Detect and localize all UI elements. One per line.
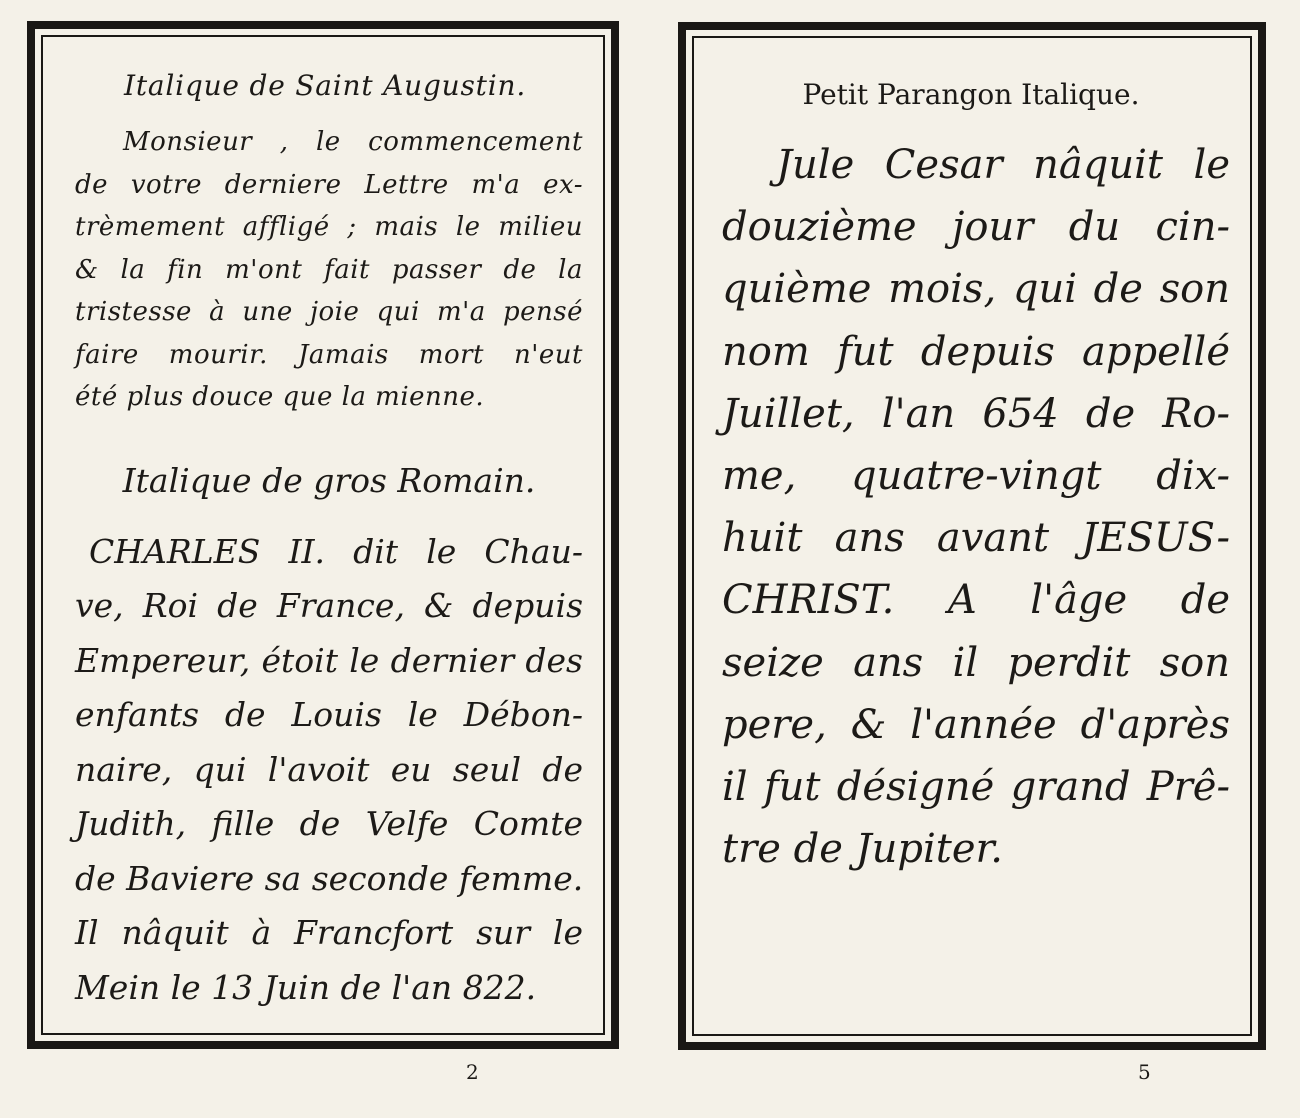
text-line: tristesse à une joie qui m'a pensé [75,297,583,327]
text-line: Monsieur , le commencement [123,127,583,157]
text-line: été plus douce que la mienne. [75,382,485,412]
text-line: Jule Cesar nâquit le [776,142,1230,188]
text-line: douzième jour du cin- [722,204,1230,251]
left-page-content [75,69,583,1015]
text-line: CHARLES II. dit le Chau- [89,531,583,571]
text-line: Judith, fille de Velfe Comte [75,804,583,843]
text-line: me, quatre-vingt dix- [722,453,1230,500]
text-line: faire mourir. Jamais mort n'eut [75,339,583,370]
section-heading-gros-romain: Italique de gros Romain. [122,460,536,500]
saint-augustin-text-block [75,121,583,419]
text-line: trèmement affligé ; mais le milieu [75,212,583,242]
text-line: Juillet, l'an 654 de Ro- [722,390,1230,437]
text-line: de Baviere sa seconde femme. [75,858,584,898]
text-line: seize ans il perdit son [722,639,1230,686]
petit-parangon-text-block [722,134,1230,880]
text-line: quième mois, qui de son [722,266,1230,313]
section-heading-saint-augustin: Italique de Saint Augustin. [123,69,527,102]
text-line: huit ans avant JESUS- [722,515,1230,562]
text-line: & la fin m'ont fait passer de la [75,254,583,285]
text-line: pere, & l'année d'après [722,701,1230,748]
text-line: enfants de Louis le Débon- [75,695,583,734]
text-line: de votre derniere Lettre m'a ex- [75,169,583,200]
gros-romain-text-block [75,525,583,1016]
text-line: CHRIST. A l'âge de [722,577,1230,624]
text-line: Il nâquit à Francfort sur le [75,913,583,952]
right-page-border-frame [678,22,1266,1050]
text-line: Empereur, étoit le dernier des [75,640,583,680]
text-line: il fut désigné grand Prê- [722,764,1230,811]
left-page-border-frame [27,21,619,1049]
right-page [650,0,1300,1118]
right-page-content [722,78,1230,880]
text-line: nom fut depuis appellé [722,328,1230,375]
page-number: 5 [1138,1060,1151,1084]
text-line: naire, qui l'avoit eu seul de [75,749,583,789]
page-number: 2 [466,1060,479,1084]
text-line: ve, Roi de France, & depuis [75,586,583,625]
text-line: tre de Jupiter. [722,826,1003,873]
text-line: Mein le 13 Juin de l'an 822. [75,967,537,1007]
section-heading-petit-parangon: Petit Parangon Italique. [802,78,1140,111]
